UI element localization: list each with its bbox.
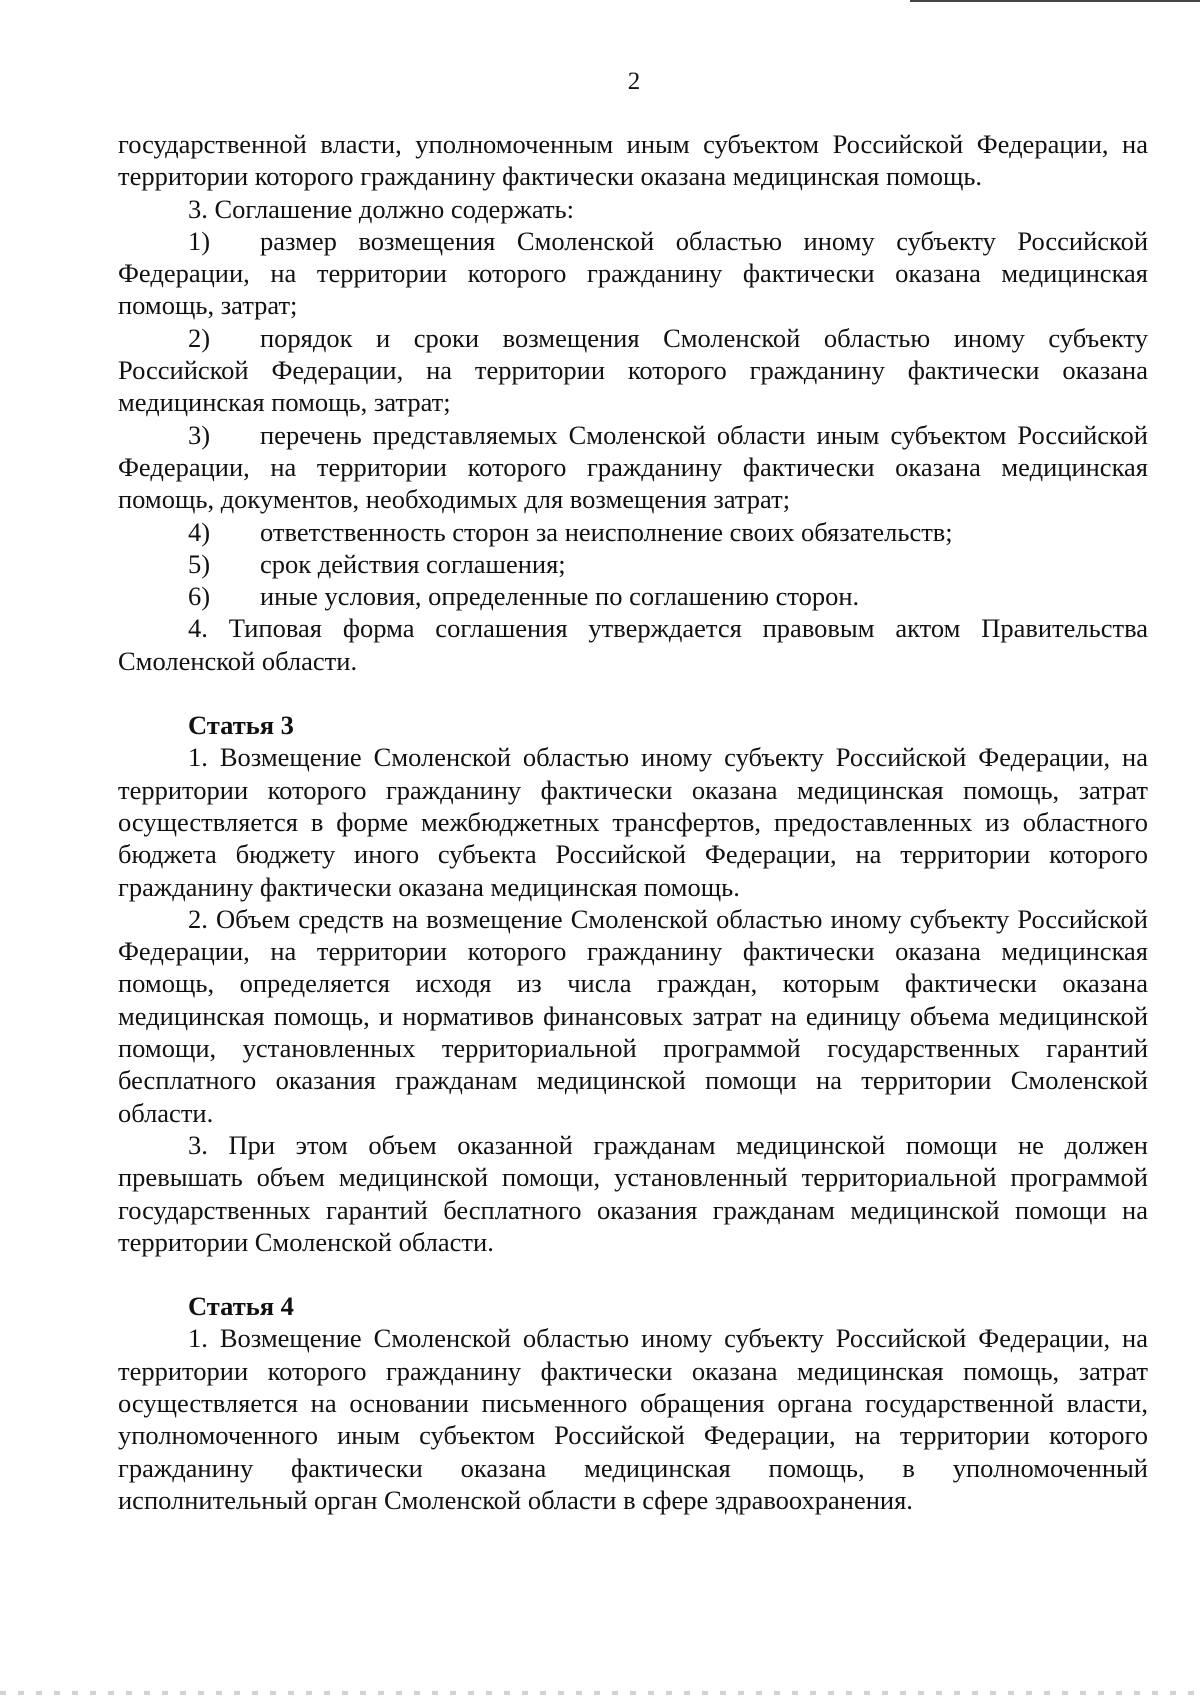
list-item-number: 1): [188, 225, 211, 256]
list-item-number: 5): [188, 548, 211, 579]
list-item-text: ответственность сторон за неисполнение своих обязательств;: [260, 516, 953, 547]
article-3-paragraph-2: 2. Объем средств на возмещение Смоленской областью иному субъекту Российской Федерации, на территории которого гражданину фактически оказана медицинская помощь, определяется исходя из числа граждан, которым фактически оказана медицинская помощь, и нормативов финансовых затрат на единицу объема медицинской помощи, установленных территориальной программой государственных гарантий бесплатного оказания гражданам медицинской помощи на территории Смоленской области.: [118, 903, 1148, 1128]
scan-bottom-edge: [0, 1691, 1200, 1695]
paragraph-agreement-content: 3. Соглашение должно содержать:: [188, 193, 574, 224]
list-item-number: 2): [188, 322, 211, 353]
list-item-text: срок действия соглашения;: [260, 548, 566, 579]
article-3-paragraph-1: 1. Возмещение Смоленской областью иному субъекту Российской Федерации, на территории которого гражданину фактически оказана медицинская помощь, затрат осуществляется в форме межбюджетных трансфертов, предоставленных из областного бюджета бюджету иного субъекта Российской Федерации, на территории которого гражданину фактически оказана медицинская помощь.: [118, 742, 1148, 902]
scan-edge-line: [910, 0, 1200, 2]
page-number: 2: [627, 68, 641, 95]
list-item-text: размер возмещения Смоленской областью иному субъекту Российской Федерации, на территории которого гражданину фактически оказана медицинская помощь, затрат;: [118, 225, 1148, 321]
list-item-text: перечень представляемых Смоленской области иным субъектом Российской Федерации, на территории которого гражданину фактически оказана медицинская помощь, документов, необходимых для возмещения затрат;: [118, 419, 1148, 515]
list-item-number: 6): [188, 581, 211, 612]
list-item-number: 3): [188, 419, 211, 450]
list-item: [118, 580, 1148, 612]
list-item-text: порядок и сроки возмещения Смоленской областью иному субъекту Российской Федерации, на территории которого гражданину фактически оказана медицинская помощь, затрат;: [118, 322, 1148, 418]
list-item-text: иные условия, определенные по соглашению сторон.: [260, 581, 860, 612]
document-body: [118, 128, 1148, 1516]
article-4-paragraph-1: 1. Возмещение Смоленской областью иному субъекту Российской Федерации, на территории которого гражданину фактически оказана медицинская помощь, затрат осуществляется на основании письменного обращения органа государственной власти, уполномоченного иным субъектом Российской Федерации, на территории которого гражданину фактически оказана медицинская помощь, в уполномоченный исполнительный орган Смоленской области в сфере здравоохранения.: [118, 1323, 1148, 1515]
list-item-number: 4): [188, 516, 211, 547]
list-item: [118, 225, 1148, 322]
list-item: [118, 419, 1148, 516]
list-item: [118, 322, 1148, 419]
list-item: [118, 516, 1148, 548]
article-4-heading: Статья 4: [188, 1291, 294, 1322]
paragraph-continuation: государственной власти, уполномоченным иным субъектом Российской Федерации, на территории которого гражданину фактически оказана медицинская помощь.: [118, 129, 1148, 192]
article-3-heading: Статья 3: [188, 710, 294, 741]
paragraph-standard-form: 4. Типовая форма соглашения утверждается правовым актом Правительства Смоленской области.: [118, 613, 1148, 676]
list-item: [118, 548, 1148, 580]
article-3-paragraph-3: 3. При этом объем оказанной гражданам медицинской помощи не должен превышать объем медицинской помощи, установленный территориальной программой государственных гарантий бесплатного оказания гражданам медицинской помощи на территории Смоленской области.: [118, 1129, 1148, 1257]
